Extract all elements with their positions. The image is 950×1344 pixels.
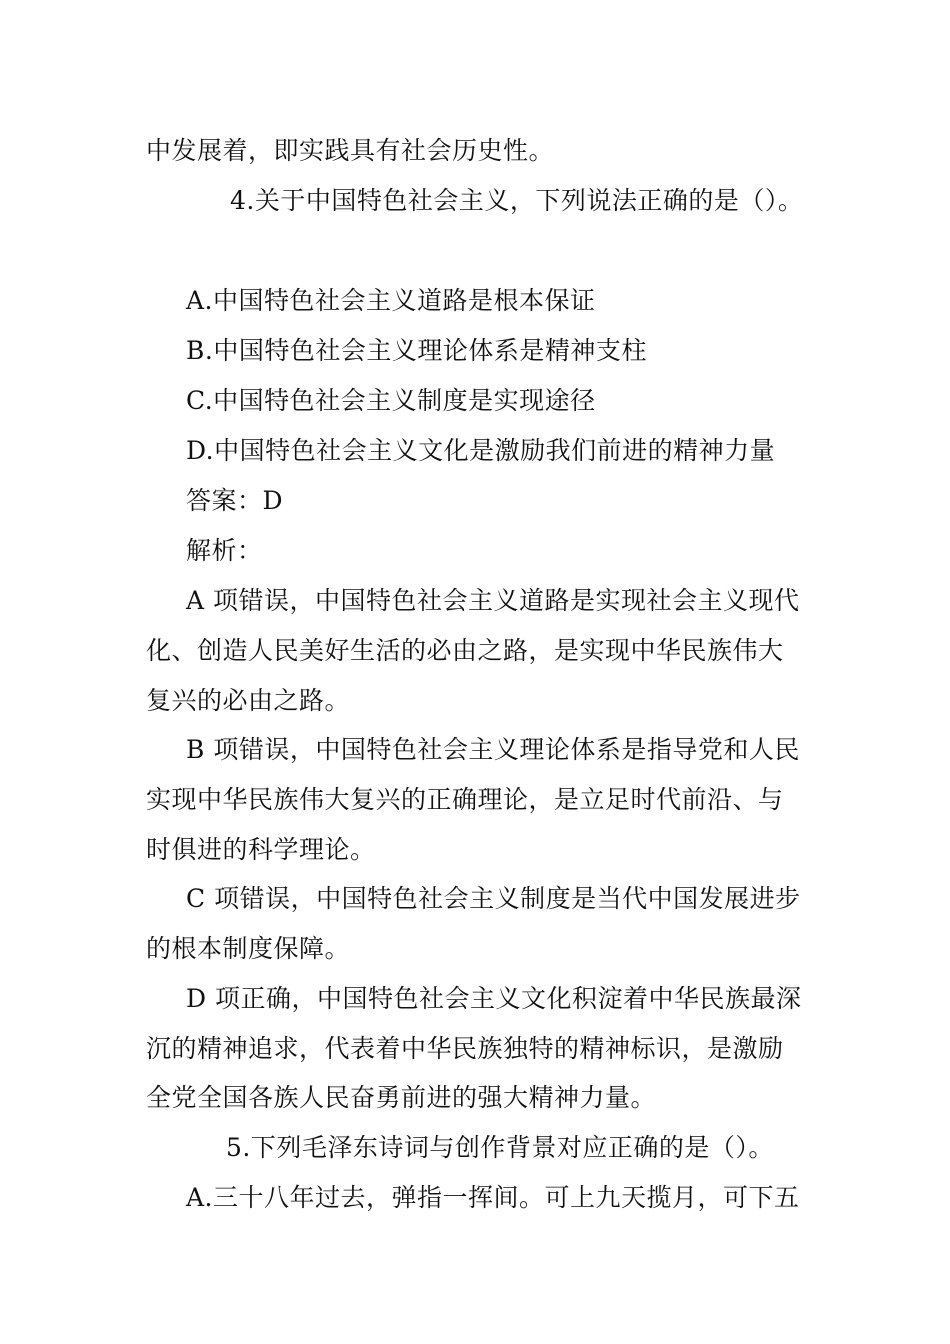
analysis-b-line: B 项错误，中国特色社会主义理论体系是指导党和人民 [186, 735, 800, 764]
option-c: C.中国特色社会主义制度是实现途径 [186, 386, 596, 415]
answer-line: 答案：D [186, 486, 284, 515]
analysis-a-line: A 项错误，中国特色社会主义道路是实现社会主义现代 [186, 586, 800, 615]
text-line: 中发展着，即实践具有社会历史性。 [146, 136, 555, 165]
option-a: A.中国特色社会主义道路是根本保证 [186, 286, 596, 315]
option-a: A.三十八年过去，弹指一挥间。可上九天揽月，可下五 [186, 1183, 800, 1212]
analysis-b-line: 时俱进的科学理论。 [146, 835, 376, 864]
analysis-b-line: 实现中华民族伟大复兴的正确理论，是立足时代前沿、与 [146, 785, 784, 814]
option-d: D.中国特色社会主义文化是激励我们前进的精神力量 [186, 436, 776, 465]
analysis-a-line: 复兴的必由之路。 [146, 686, 351, 715]
analysis-d-line: D 项正确，中国特色社会主义文化积淀着中华民族最深 [186, 984, 802, 1013]
analysis-d-line: 全党全国各族人民奋勇前进的强大精神力量。 [146, 1083, 657, 1112]
question-4-stem: 4.关于中国特色社会主义，下列说法正确的是（）。 [230, 186, 804, 215]
analysis-d-line: 沉的精神追求，代表着中华民族独特的精神标识，是激励 [146, 1034, 784, 1063]
analysis-c-line: C 项错误，中国特色社会主义制度是当代中国发展进步 [186, 884, 801, 913]
analysis-label: 解析： [186, 536, 263, 565]
question-5-stem: 5.下列毛泽东诗词与创作背景对应正确的是（）。 [226, 1133, 774, 1162]
analysis-a-line: 化、创造人民美好生活的必由之路，是实现中华民族伟大 [146, 636, 784, 665]
option-b: B.中国特色社会主义理论体系是精神支柱 [186, 336, 647, 365]
analysis-c-line: 的根本制度保障。 [146, 934, 351, 963]
